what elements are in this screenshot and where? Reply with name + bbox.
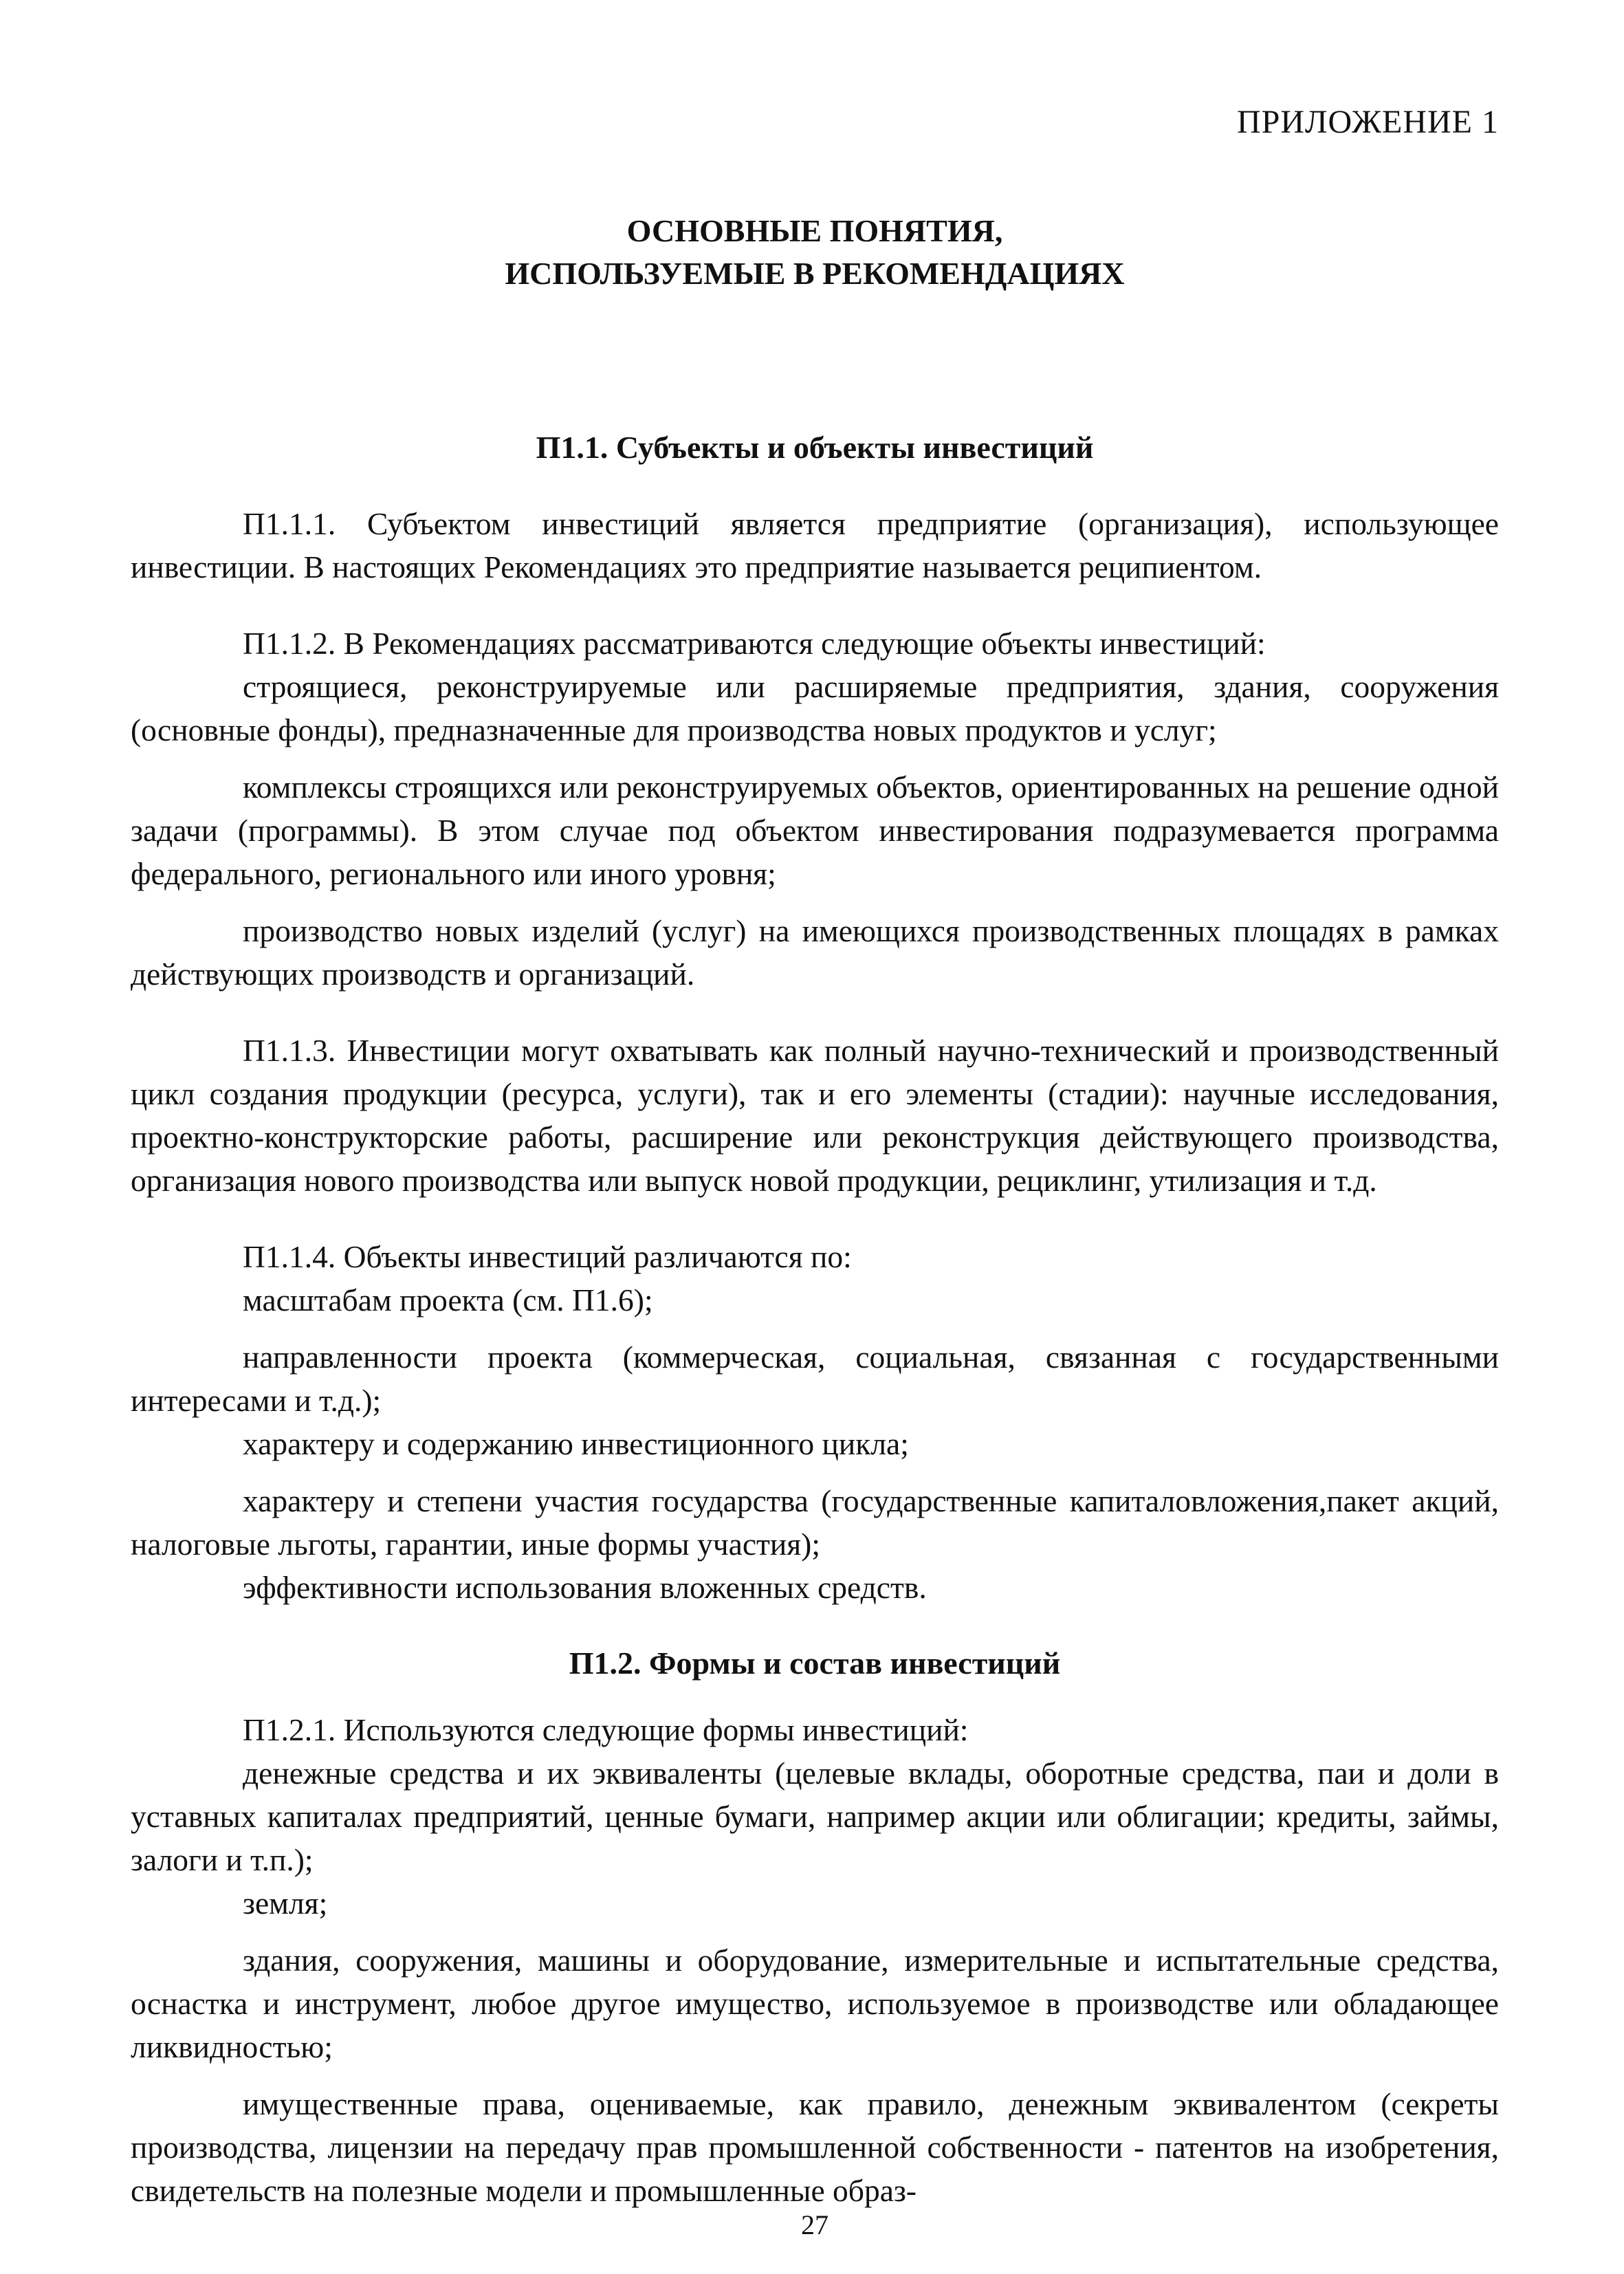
list-item-forms-2: земля; (243, 1885, 328, 1921)
list-item-forms-4: имущественные права, оцениваемые, как правило, денежным эквивалентом (секреты производства, лицензии на передачу прав промышленной собственности - патентов на изобретения, свидетельств на полезные модели и промышленные образ- (131, 2086, 1499, 2208)
body-text (131, 426, 1499, 2212)
list-item-objects-2: комплексы строящихся или реконструируемых объектов, ориентированных на решение одной задачи (программы). В этом случае под объектом инвестирования подразумевается программа федерального, регионального или иного уровня; (131, 769, 1499, 891)
section-heading-p1-2: П1.2. Формы и состав инвестиций (569, 1646, 1061, 1681)
list-item-forms-3: здания, сооружения, машины и оборудование, измерительные и испытательные средства, оснастка и инструмент, любое другое имущество, используемое в производстве или обладающее ликвидностью; (131, 1943, 1499, 2064)
list-item-criteria-5: эффективности использования вложенных средств. (243, 1570, 927, 1605)
document-page (131, 83, 1499, 2249)
list-item-objects-3: производство новых изделий (услуг) на имеющихся производственных площадях в рамках действующих производств и организаций. (131, 913, 1499, 992)
paragraph-p1-2-1: П1.2.1. Используются следующие формы инвестиций: (243, 1712, 969, 1747)
list-item-criteria-1: масштабам проекта (см. П1.6); (243, 1282, 653, 1318)
list-item-criteria-3: характеру и содержанию инвестиционного цикла; (243, 1426, 909, 1461)
list-item-criteria-2: направленности проекта (коммерческая, социальная, связанная с государственными интересами и т.д.); (131, 1340, 1499, 1418)
section-heading-p1-1: П1.1. Субъекты и объекты инвестиций (536, 430, 1094, 465)
appendix-label: ПРИЛОЖЕНИЕ 1 (1236, 104, 1499, 140)
list-item-forms-1: денежные средства и их эквиваленты (целевые вклады, оборотные средства, паи и доли в уставных капиталах предприятий, ценные бумаги, например акции или облигации; кредиты, займы, залоги и т.п.); (131, 1756, 1499, 1877)
page-number: 27 (801, 2209, 829, 2240)
document-title-line-1: ОСНОВНЫЕ ПОНЯТИЯ, (626, 213, 1003, 248)
paragraph-p1-1-3: П1.1.3. Инвестиции могут охватывать как полный научно-технический и производственный цикл создания продукции (ресурса, услуги), так и его элементы (стадии): научные исследования, проектно-конструкторские работы, расширение или реконструкция действующего производства, организация нового производства или выпуск новой продукции, рециклинг, утилизация и т.д. (131, 1033, 1499, 1198)
list-item-criteria-4: характеру и степени участия государства (государственные капиталовложения,пакет акций, налоговые льготы, гарантии, иные формы участия); (131, 1483, 1499, 1562)
paragraph-p1-1-1: П1.1.1. Субъектом инвестиций является предприятие (организация), использующее инвестиции. В настоящих Рекомендациях это предприятие называется реципиентом. (131, 506, 1499, 584)
list-item-objects-1: строящиеся, реконструируемые или расширяемые предприятия, здания, сооружения (основные фонды), предназначенные для производства новых продуктов и услуг; (131, 669, 1499, 747)
document-title-line-2: ИСПОЛЬЗУЕМЫЕ В РЕКОМЕНДАЦИЯХ (505, 256, 1125, 291)
document-title (131, 210, 1499, 295)
paragraph-p1-1-4: П1.1.4. Объекты инвестиций различаются по: (243, 1239, 852, 1274)
paragraph-p1-1-2: П1.1.2. В Рекомендациях рассматриваются следующие объекты инвестиций: (243, 626, 1266, 661)
